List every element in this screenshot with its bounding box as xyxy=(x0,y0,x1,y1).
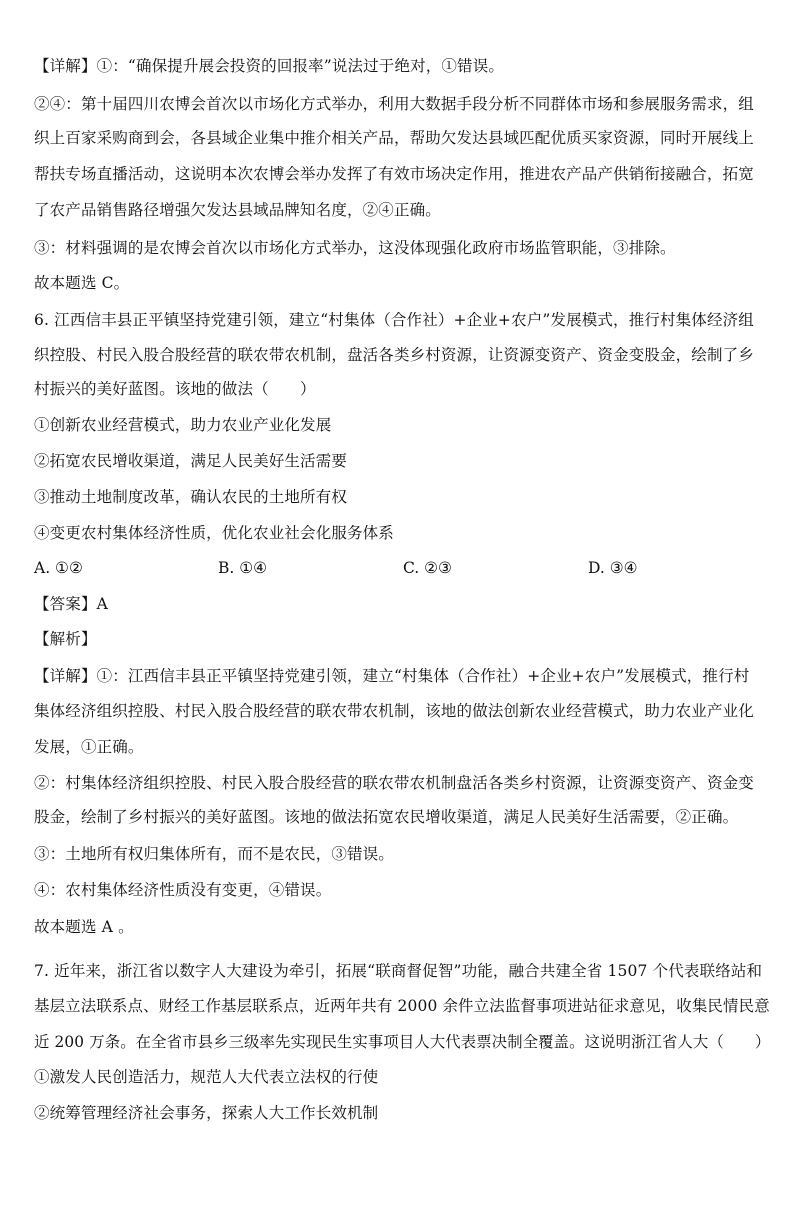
text-line: 集体经济组织控股、村民入股合股经营的联农带农机制，该地的做法创新农业经营模式，助力农业产业化 xyxy=(34,702,754,720)
text-line: 故本题选 A 。 xyxy=(34,918,134,936)
text-line: ②：村集体经济组织控股、村民入股合股经营的联农带农机制盘活各类乡村资源，让资源变资产、资金变 xyxy=(34,774,754,792)
text-line: 股金，绘制了乡村振兴的美好蓝图。该地的做法拓宽农民增收渠道，满足人民美好生活需要，②正确。 xyxy=(34,808,739,826)
text-line: ④：农村集体经济性质没有变更，④错误。 xyxy=(34,881,332,899)
text-line: 【详解】①：“确保提升展会投资的回报率”说法过于绝对，①错误。 xyxy=(34,57,505,75)
question-6-line: 6. 江西信丰县正平镇坚持党建引领，建立“村集体（合作社）+企业+农户”发展模式，推行村集体经济组 xyxy=(34,311,754,329)
option-a: A. ①② xyxy=(34,559,83,577)
text-line: 了农产品销售路径增强欠发达县域品牌知名度，②④正确。 xyxy=(34,201,441,219)
text-line: ②④：第十届四川农博会首次以市场化方式举办，利用大数据手段分析不同群体市场和参展服务需求，组 xyxy=(34,95,754,113)
text-line: ③：土地所有权归集体所有，而不是农民，③错误。 xyxy=(34,845,394,863)
analysis-label: 【解析】 xyxy=(34,630,97,648)
question-6-line: 织控股、村民入股合股经营的联农带农机制，盘活各类乡村资源，让资源变资产、资金变股金，绘制了乡 xyxy=(34,346,754,364)
text-line: 帮扶专场直播活动，这说明本次农博会举办发挥了有效市场决定作用，推进农产品产供销衔接融合，拓宽 xyxy=(34,165,754,183)
answer-label: 【答案】A xyxy=(34,595,108,613)
statement-item: ①创新农业经营模式，助力农业产业化发展 xyxy=(34,416,332,434)
text-line: ③：材料强调的是农博会首次以市场化方式举办，这没体现强化政府市场监管职能，③排除。 xyxy=(34,239,676,257)
statement-item: ①激发人民创造活力，规范人大代表立法权的行使 xyxy=(34,1068,379,1086)
question-7-line: 基层立法联系点、财经工作基层联系点，近两年共有 2000 余件立法监督事项进站征求意见，收集民情民意 xyxy=(34,997,770,1015)
statement-item: ②统筹管理经济社会事务，探索人大工作长效机制 xyxy=(34,1104,379,1122)
text-line: 发展，①正确。 xyxy=(34,738,144,756)
option-c: C. ②③ xyxy=(403,559,452,577)
statement-item: ②拓宽农民增收渠道，满足人民美好生活需要 xyxy=(34,452,348,470)
text-line: 织上百家采购商到会，各县域企业集中推介相关产品，帮助欠发达县域匹配优质买家资源，同时开展线上 xyxy=(34,129,754,147)
statement-item: ④变更农村集体经济性质，优化农业社会化服务体系 xyxy=(34,524,394,542)
text-line: 【详解】①：江西信丰县正平镇坚持党建引领，建立“村集体（合作社）+企业+农户”发展模式，推行村 xyxy=(34,667,750,685)
option-d: D. ③④ xyxy=(588,559,638,577)
option-b: B. ①④ xyxy=(218,559,268,577)
text-line: 故本题选 C。 xyxy=(34,274,130,292)
question-7-line: 7. 近年来，浙江省以数字人大建设为牵引，拓展“联商督促智”功能，融合共建全省 1507 个代表联络站和 xyxy=(34,962,763,980)
question-7-line: 近 200 万条。在全省市县乡三级率先实现民生实事项目人大代表票决制全覆盖。这说明浙江省人大（ ） xyxy=(34,1033,771,1051)
statement-item: ③推动土地制度改革，确认农民的土地所有权 xyxy=(34,488,348,506)
question-6-line: 村振兴的美好蓝图。该地的做法（ ） xyxy=(34,380,316,398)
